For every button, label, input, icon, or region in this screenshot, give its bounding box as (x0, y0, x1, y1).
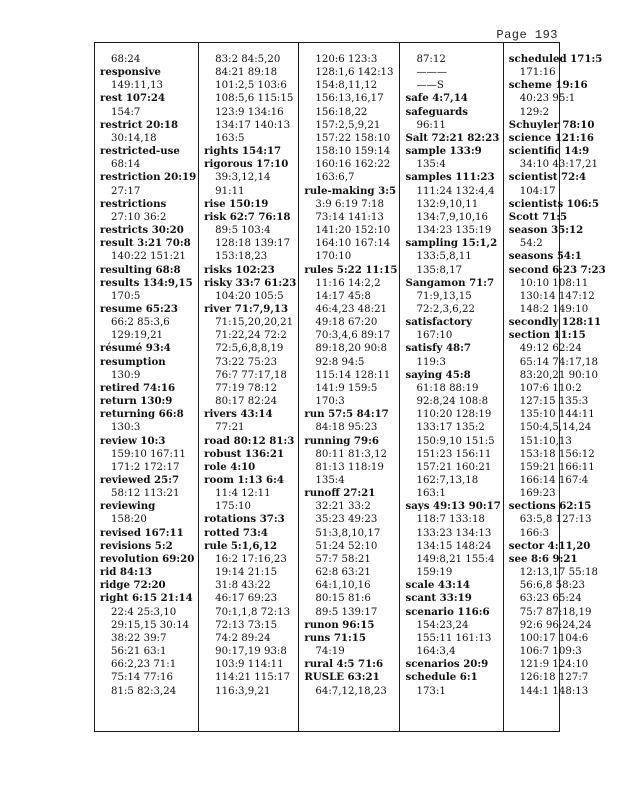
index-reference: 11:4 12:11 (215, 488, 271, 500)
index-reference: 46:4,23 48:21 (315, 303, 388, 315)
index-term: rigorous 17:10 (204, 158, 289, 171)
index-term: revolution 69:20 (100, 552, 195, 565)
index-reference: 118:7 133:18 (416, 514, 485, 526)
index-reference: 35:23 49:23 (315, 514, 378, 526)
index-column-2 (198, 43, 298, 731)
index-term: satisfactory (405, 316, 473, 329)
index-term: season 35:12 (508, 224, 584, 237)
index-term: run 57:5 84:17 (304, 408, 389, 421)
index-reference: 104:20 105:5 (215, 290, 284, 302)
index-term: Schuyler 78:10 (508, 118, 595, 131)
index-reference: 164:10 167:14 (315, 238, 391, 250)
index-reference: 159:10 167:11 (111, 448, 186, 460)
index-term: room 1:13 6:4 (204, 474, 284, 486)
index-reference: 115:14 128:11 (315, 369, 391, 381)
index-term: samples 111:23 (405, 171, 495, 184)
index-term: restrict 20:18 (100, 118, 179, 131)
index-reference: 80:15 81:6 (315, 593, 371, 605)
index-reference: 141:9 159:5 (315, 382, 378, 394)
index-term: safeguards (405, 105, 469, 118)
index-term: Salt 72:21 82:23 (405, 131, 500, 144)
index-term: scientist 72:4 (508, 171, 587, 184)
index-reference: 134:23 135:19 (416, 225, 492, 237)
index-term: rotations 37:3 (204, 513, 285, 526)
index-reference: 149:8,21 155:4 (416, 553, 495, 565)
index-reference: 159:21 166:11 (519, 461, 595, 473)
index-reference: 133:5,8,11 (416, 251, 472, 263)
index-reference: 57:7 58:21 (315, 553, 371, 565)
index-term: rid 84:13 (100, 566, 153, 579)
index-reference: 157:21 160:21 (416, 461, 492, 473)
index-reference: 71:9,13,15 (416, 290, 472, 302)
index-column-4 (399, 43, 502, 731)
index-reference: 72:5,6,8,8,19 (215, 343, 284, 355)
index-reference: 61:18 88:19 (416, 382, 479, 394)
index-term: restrictions (100, 197, 167, 210)
index-term: ridge 72:20 (100, 579, 166, 592)
index-reference: 123:9 134:16 (215, 106, 284, 118)
index-reference: 120:6 123:3 (315, 54, 378, 65)
index-reference: 64:7,12,18,23 (315, 685, 387, 697)
index-reference: 62:8 63:21 (315, 567, 371, 579)
index-reference: 87:12 (416, 54, 446, 65)
index-term: Sangamon 71:7 (405, 276, 495, 289)
index-reference: 56:6,8 58:23 (519, 580, 585, 592)
index-reference: 126:18 127:7 (519, 672, 589, 684)
index-reference: 11:16 14:2,2 (315, 277, 381, 289)
index-reference: 157:22 158:10 (315, 132, 391, 144)
index-reference: 12:13,17 55:18 (519, 567, 598, 579)
index-reference: 158:20 (111, 514, 147, 526)
index-reference: ——— (416, 67, 448, 79)
index-reference: 116:3,9,21 (215, 685, 271, 697)
index-reference: 66:2,23 71:1 (111, 659, 177, 671)
index-reference: 38:22 39:7 (111, 632, 167, 644)
index-term: RUSLE 63:21 (304, 671, 380, 684)
index-term: right 6:15 21:14 (100, 592, 193, 605)
index-reference: 129:19,21 (111, 330, 164, 342)
index-reference: 39:3,12,14 (215, 172, 271, 184)
index-term: scientists 106:5 (508, 197, 599, 210)
index-reference: 81:13 118:19 (315, 461, 384, 473)
index-term: robust 136:21 (204, 447, 285, 460)
index-term: retired 74:16 (100, 381, 176, 394)
index-reference: 154:7 (111, 106, 141, 118)
index-reference: 140:22 151:21 (111, 251, 186, 263)
index-term: running 79:6 (304, 434, 379, 447)
index-term: rights 154:17 (204, 145, 282, 158)
index-reference: 90:17,19 93:8 (215, 646, 287, 658)
index-reference: 75:14 77:16 (111, 672, 173, 684)
index-reference: 170:5 (111, 290, 141, 302)
index-reference: 135:4 (416, 159, 446, 171)
index-reference: 175:10 (215, 501, 252, 513)
index-reference: 156:18,22 (315, 106, 368, 118)
index-term: sections 62:15 (508, 500, 592, 513)
index-reference: 77:21 (215, 422, 245, 434)
index-term: secondly 128:11 (508, 316, 602, 329)
index-reference: 74:19 (315, 646, 345, 658)
index-term: Scott 71:5 (508, 210, 568, 223)
index-reference: 154:8,11,12 (315, 80, 378, 92)
index-term: runs 71:15 (304, 631, 366, 644)
index-reference: 77:19 78:12 (215, 382, 278, 394)
index-reference: 68:24 (111, 54, 141, 65)
index-reference: 54:2 (519, 238, 543, 250)
index-reference: 156:13,16,17 (315, 93, 384, 105)
index-reference: 130:14 147:12 (519, 290, 595, 302)
index-reference: 157:2,5,9,21 (315, 119, 381, 131)
index-reference: 91:11 (215, 185, 245, 197)
index-reference: 134:17 140:13 (215, 119, 291, 131)
index-reference: 73:14 141:13 (315, 211, 384, 223)
index-reference: 135:10 144:11 (519, 409, 595, 421)
index-term: resulting 68:8 (100, 263, 181, 276)
index-reference: 51:24 52:10 (315, 540, 378, 552)
index-term: second 6:23 7:23 (508, 263, 606, 276)
index-reference: 104:17 (519, 185, 556, 197)
index-reference: 71:15,20,20,21 (215, 317, 294, 329)
index-reference: 162:7,13,18 (416, 475, 479, 486)
index-reference: 76:7 77:17,18 (215, 369, 287, 381)
index-term: scant 33:19 (405, 592, 472, 605)
index-reference: 127:15 135:3 (519, 396, 589, 408)
index-reference: 150:4,5,14,24 (519, 422, 592, 434)
index-reference: 83:2 84:5,20 (215, 54, 281, 65)
index-reference: 170:10 (315, 251, 352, 263)
index-reference: 49:18 67:20 (315, 317, 378, 329)
index-term: result 3:21 70:8 (100, 237, 191, 250)
index-reference: 31:8 43:22 (215, 580, 271, 592)
index-reference: 133:23 134:13 (416, 527, 492, 539)
index-reference: 10:10 108:11 (519, 277, 589, 289)
index-term: runoff 27:21 (304, 487, 376, 500)
index-reference: 64:1,10,16 (315, 580, 371, 592)
index-term: revisions 5:2 (100, 539, 173, 552)
index-term: schedule 6:1 (405, 671, 478, 684)
index-term: revised 167:11 (100, 526, 184, 539)
index-reference: 119:3 (416, 356, 446, 368)
index-reference: 70:3,4,6 89:17 (315, 330, 391, 342)
index-reference: 173:1 (416, 685, 446, 697)
index-reference: 84:21 89:18 (215, 67, 278, 79)
index-reference: 22:4 25:3,10 (111, 606, 177, 618)
index-term: scheduled 171:5 (508, 53, 603, 65)
index-reference: 66:2 85:3,6 (111, 317, 170, 329)
index-reference: 134:7,9,10,16 (416, 211, 488, 223)
index-reference: 103:9 114:11 (215, 659, 284, 671)
index-reference: 56:21 63:1 (111, 646, 167, 658)
index-reference: 134:15 148:24 (416, 540, 492, 552)
index-reference: 3:9 6:19 7:18 (315, 198, 384, 210)
index-reference: 153:18 156:12 (519, 448, 595, 460)
index-reference: 73:22 75:23 (215, 356, 278, 368)
index-reference: 150:9,10 151:5 (416, 435, 495, 447)
index-term: rise 150:19 (204, 197, 269, 210)
index-term: seasons 54:1 (508, 250, 582, 263)
index-reference: 128:18 139:17 (215, 238, 291, 250)
index-reference: 132:9,10,11 (416, 198, 479, 210)
index-term: sector 4:11,20 (508, 539, 591, 552)
index-reference: 169:23 (519, 488, 556, 500)
index-term: rotted 73:4 (204, 526, 268, 539)
index-reference: 19:14 21:15 (215, 567, 278, 579)
index-reference: 110:20 128:19 (416, 409, 492, 421)
index-term: rural 4:5 71:6 (304, 658, 384, 671)
index-term: rule 5:1,6,12 (204, 539, 278, 552)
index-reference: 171:2 172:17 (111, 461, 180, 473)
index-reference: 74:2 89:24 (215, 632, 271, 644)
index-reference: 106:7 109:3 (519, 646, 582, 658)
index-term: resumption (100, 355, 166, 368)
index-term: restriction 20:19 (100, 171, 197, 184)
index-reference: 16:2 17:16,23 (215, 553, 287, 565)
index-reference: 166:14 167:4 (519, 475, 589, 486)
index-frame (94, 42, 606, 732)
index-reference: 14:17 45:8 (315, 290, 371, 302)
index-term: river 71:7,9,13 (204, 302, 289, 315)
index-reference: 83:20,21 90:10 (519, 369, 598, 381)
index-reference: 129:2 (519, 106, 550, 118)
index-reference: 164:3,4 (416, 646, 456, 658)
index-reference: 65:14 74:17,18 (519, 356, 598, 368)
index-reference: ——S (416, 80, 444, 92)
index-term: sample 133:9 (405, 145, 482, 158)
index-term: scientific 14:9 (508, 145, 590, 158)
index-reference: 128:1,6 142:13 (315, 67, 394, 79)
index-term: runon 96:15 (304, 618, 375, 631)
index-reference: 80:17 82:24 (215, 396, 278, 408)
index-reference: 46:17 69:23 (215, 593, 278, 605)
index-reference: 92:8,24 108:8 (416, 396, 489, 408)
index-term: scheme 19:16 (508, 79, 588, 92)
index-term: sampling 15:1,2 (405, 237, 498, 250)
index-reference: 92:6 96:24,24 (519, 619, 592, 631)
index-term: satisfy 48:7 (405, 342, 471, 355)
index-reference: 72:13 73:15 (215, 619, 278, 631)
index-reference: 159:19 (416, 567, 453, 579)
index-reference: 101:2,5 103:6 (215, 80, 287, 92)
index-term: risks 102:23 (204, 263, 275, 276)
index-reference: 63:23 65:24 (519, 593, 582, 605)
index-reference: 63:5,8 127:13 (519, 514, 592, 526)
index-reference: 71:22,24 72:2 (215, 330, 287, 342)
index-reference: 70:1,1,8 72:13 (215, 606, 291, 618)
index-term: rule-making 3:5 (304, 184, 397, 197)
index-term: scale 43:14 (405, 579, 471, 592)
index-term: returning 66:8 (100, 408, 184, 421)
index-reference: 75:7 87:18,19 (519, 606, 592, 618)
index-reference: 29:15,15 30:14 (111, 619, 190, 631)
index-reference: 171:16 (519, 67, 556, 79)
index-term: restricted-use (100, 145, 180, 158)
index-reference: 96:11 (416, 119, 446, 131)
index-term: saying 45:8 (405, 368, 471, 381)
index-reference: 89:18,20 90:8 (315, 343, 388, 355)
index-reference: 89:5 139:17 (315, 606, 378, 618)
index-reference: 80:11 81:3,12 (315, 448, 388, 460)
index-term: role 4:10 (204, 460, 256, 473)
index-column-5 (503, 43, 608, 731)
index-reference: 155:11 161:13 (416, 632, 492, 644)
index-term: résumé 93:4 (100, 342, 171, 355)
index-term: rules 5:22 11:15 (304, 263, 398, 276)
index-reference: 51:3,8,10,17 (315, 527, 381, 539)
index-reference: 130:3 (111, 422, 141, 434)
index-reference: 89:5 103:4 (215, 225, 271, 237)
index-reference: 135:8,17 (416, 264, 463, 276)
index-term: reviewed 25:7 (100, 474, 180, 486)
index-reference: 114:21 115:17 (215, 672, 291, 684)
index-reference: 121:9 124:10 (519, 659, 589, 671)
index-term: rivers 43:14 (204, 408, 273, 421)
index-reference: 151:23 156:11 (416, 448, 492, 460)
index-reference: 170:3 (315, 396, 345, 408)
index-term: see 8:6 9:21 (508, 552, 578, 565)
index-reference: 153:18,23 (215, 251, 268, 263)
index-reference: 92:8 94:5 (315, 356, 365, 368)
index-term: safe 4:7,14 (405, 92, 468, 105)
index-reference: 163:6,7 (315, 172, 355, 184)
index-reference: 141:20 152:10 (315, 225, 391, 237)
index-reference: 167:10 (416, 330, 453, 342)
index-term: review 10:3 (100, 434, 166, 447)
index-reference: 27:10 36:2 (111, 211, 167, 223)
index-term: results 134:9,15 (100, 276, 193, 289)
index-term: scenarios 20:9 (405, 658, 489, 671)
index-reference: 27:17 (111, 185, 141, 197)
index-reference: 163:1 (416, 488, 446, 500)
index-reference: 81:5 82:3,24 (111, 685, 177, 697)
index-reference: 40:23 95:1 (519, 93, 576, 105)
index-reference: 32:21 33:2 (315, 501, 371, 513)
index-reference: 160:16 162:22 (315, 159, 391, 171)
index-reference: 68:14 (111, 159, 141, 171)
index-term: risky 33:7 61:23 (204, 276, 297, 289)
index-term: reviewing (100, 500, 156, 513)
index-reference: 130:9 (111, 369, 141, 381)
index-reference: 34:10 43:17,21 (519, 159, 598, 171)
index-reference: 133:17 135:2 (416, 422, 485, 434)
index-column-3 (298, 43, 399, 731)
index-reference: 84:18 95:23 (315, 422, 378, 434)
index-term: road 80:12 81:3 (204, 434, 295, 447)
index-reference: 151:10,13 (519, 435, 572, 447)
index-reference: 58:12 113:21 (111, 488, 180, 500)
index-reference: 108:5,6 115:15 (215, 93, 294, 105)
index-reference: 135:4 (315, 475, 345, 486)
index-term: responsive (100, 66, 161, 79)
page-number: Page 193 (496, 28, 558, 42)
index-term: scenario 116:6 (405, 605, 490, 618)
index-reference: 166:3 (519, 527, 550, 539)
index-term: restricts 30:20 (100, 224, 184, 237)
index-reference: 100:17 104:6 (519, 632, 589, 644)
index-term: section 11:15 (508, 329, 586, 342)
index-reference: 158:10 159:14 (315, 146, 391, 158)
index-reference: 107:6 110:2 (519, 382, 582, 394)
index-reference: 148:2 149:10 (519, 303, 589, 315)
index-term: science 121:16 (508, 131, 594, 144)
index-term: return 130:9 (100, 395, 173, 408)
index-term: says 49:13 90:17 (405, 500, 501, 513)
index-term: resume 65:23 (100, 302, 178, 315)
index-column-1 (95, 43, 198, 731)
index-reference: 72:2,3,6,22 (416, 303, 475, 315)
index-reference: 111:24 132:4,4 (416, 185, 495, 197)
index-reference: 163:5 (215, 132, 245, 144)
index-reference: 144:1 148:13 (519, 685, 589, 697)
index-term: risk 62:7 76:18 (204, 210, 291, 223)
index-reference: 30:14,18 (111, 132, 157, 144)
index-reference: 49:12 62:24 (519, 343, 582, 355)
index-reference: 154:23,24 (416, 619, 469, 631)
index-term: rest 107:24 (100, 92, 166, 105)
index-reference: 149:11,13 (111, 80, 164, 92)
